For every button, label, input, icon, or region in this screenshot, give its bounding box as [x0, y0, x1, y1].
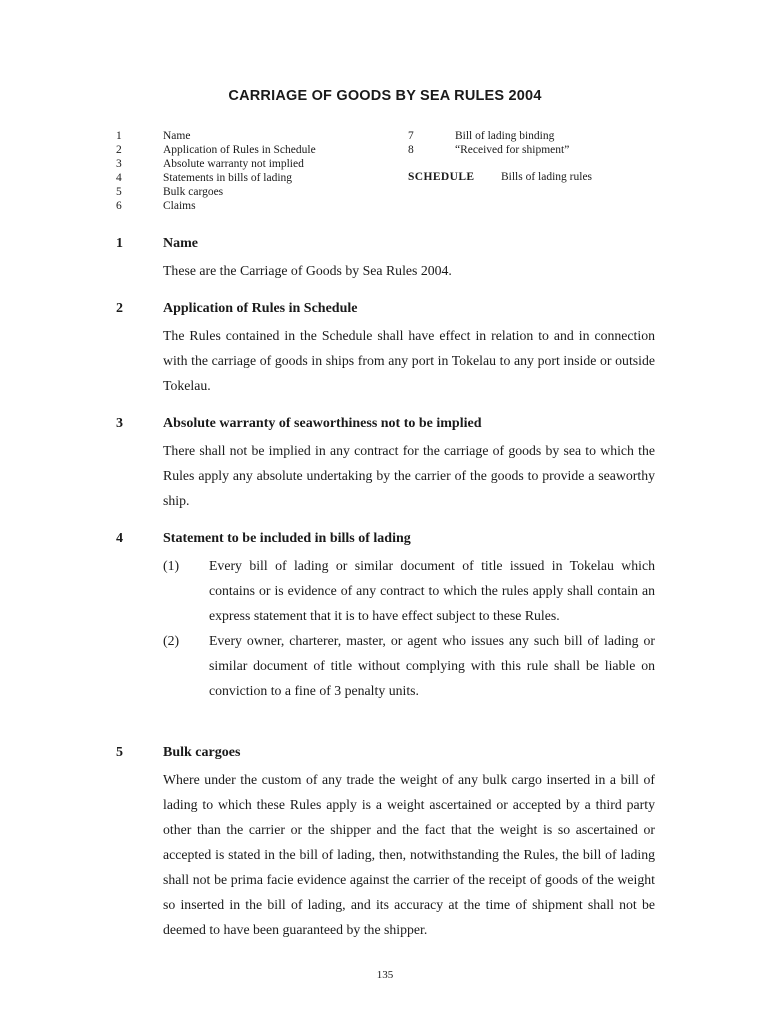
- toc-item-label: “Received for shipment”: [455, 144, 570, 156]
- section-body: The Rules contained in the Schedule shall have effect in relation to and in connection with the carriage of goods in ships from any port in Tokelau to any port inside or outside Tokelau.: [163, 328, 655, 393]
- section-body: [163, 553, 655, 703]
- subsection-number: (2): [163, 633, 180, 648]
- toc-item-number: 8: [408, 144, 414, 156]
- table-of-contents-left: [116, 129, 376, 213]
- toc-schedule: [408, 171, 593, 183]
- section-number: 4: [116, 531, 123, 546]
- toc-item-label: Bulk cargoes: [163, 186, 224, 198]
- toc-item: [116, 171, 376, 185]
- section-heading: Application of Rules in Schedule: [163, 301, 358, 316]
- toc-item: [116, 199, 376, 213]
- toc-item-label: Application of Rules in Schedule: [163, 144, 316, 156]
- schedule-label: Bills of lading rules: [501, 171, 593, 183]
- toc-item-label: Absolute warranty not implied: [163, 158, 304, 170]
- document-title: CARRIAGE OF GOODS BY SEA RULES 2004: [228, 88, 542, 104]
- section-heading: Statement to be included in bills of lading: [163, 531, 411, 546]
- toc-item: [116, 143, 376, 157]
- schedule-heading: SCHEDULE: [408, 171, 475, 183]
- subsection-text: Every bill of lading or similar document of title issued in Tokelau which contains or is evidence of any contract to which the rules apply shall contain an express statement that it is to have effect subject to these Rules.: [209, 558, 655, 623]
- toc-item-number: 5: [116, 186, 122, 198]
- toc-item-label: Statements in bills of lading: [163, 172, 293, 184]
- section-number: 2: [116, 301, 123, 316]
- toc-item-label: Name: [163, 130, 191, 142]
- toc-item-number: 2: [116, 144, 122, 156]
- toc-item-number: 4: [116, 172, 122, 184]
- toc-item-number: 6: [116, 200, 122, 212]
- section-body: There shall not be implied in any contract for the carriage of goods by sea to which the Rules apply any absolute undertaking by the carrier of the goods to provide a seaworthy ship.: [163, 443, 655, 508]
- subsection-number: (1): [163, 558, 180, 573]
- toc-item: [116, 185, 376, 199]
- toc-item-label: Bill of lading binding: [455, 130, 555, 142]
- table-of-contents-right: [408, 129, 668, 157]
- section-number: 5: [116, 745, 123, 760]
- section-heading: Absolute warranty of seaworthiness not to be implied: [163, 416, 482, 431]
- section-heading: Bulk cargoes: [163, 745, 241, 760]
- toc-item: [408, 143, 668, 157]
- section-body: Where under the custom of any trade the weight of any bulk cargo inserted in a bill of lading to which these Rules apply is a weight ascertained or accepted by a third party other than the carrier or the shipper and the fact that the weight is so ascertained or accepted is stated in the bill of lading, then, notwithstanding the Rules, the bill of lading shall not be prima facie evidence against the carrier of the receipt of goods of the weight so inserted in the bill of lading, and its accuracy at the time of shipment shall not be deemed to have been guaranteed by the shipper.: [163, 772, 655, 937]
- subsection: [163, 628, 655, 703]
- toc-item: [116, 157, 376, 171]
- subsection: [163, 553, 655, 628]
- section-number: 3: [116, 416, 123, 431]
- toc-item: [408, 129, 668, 143]
- toc-item-number: 7: [408, 130, 414, 142]
- section-number: 1: [116, 236, 123, 251]
- subsection-text: Every owner, charterer, master, or agent who issues any such bill of lading or similar document of title without complying with this rule shall be liable on conviction to a fine of 3 penalty units.: [209, 633, 655, 698]
- section-body: These are the Carriage of Goods by Sea Rules 2004.: [163, 263, 452, 278]
- section-heading: Name: [163, 236, 198, 251]
- toc-item: [116, 129, 376, 143]
- toc-item-label: Claims: [163, 200, 196, 212]
- toc-item-number: 3: [116, 158, 122, 170]
- page-number: 135: [376, 969, 394, 981]
- toc-item-number: 1: [116, 130, 122, 142]
